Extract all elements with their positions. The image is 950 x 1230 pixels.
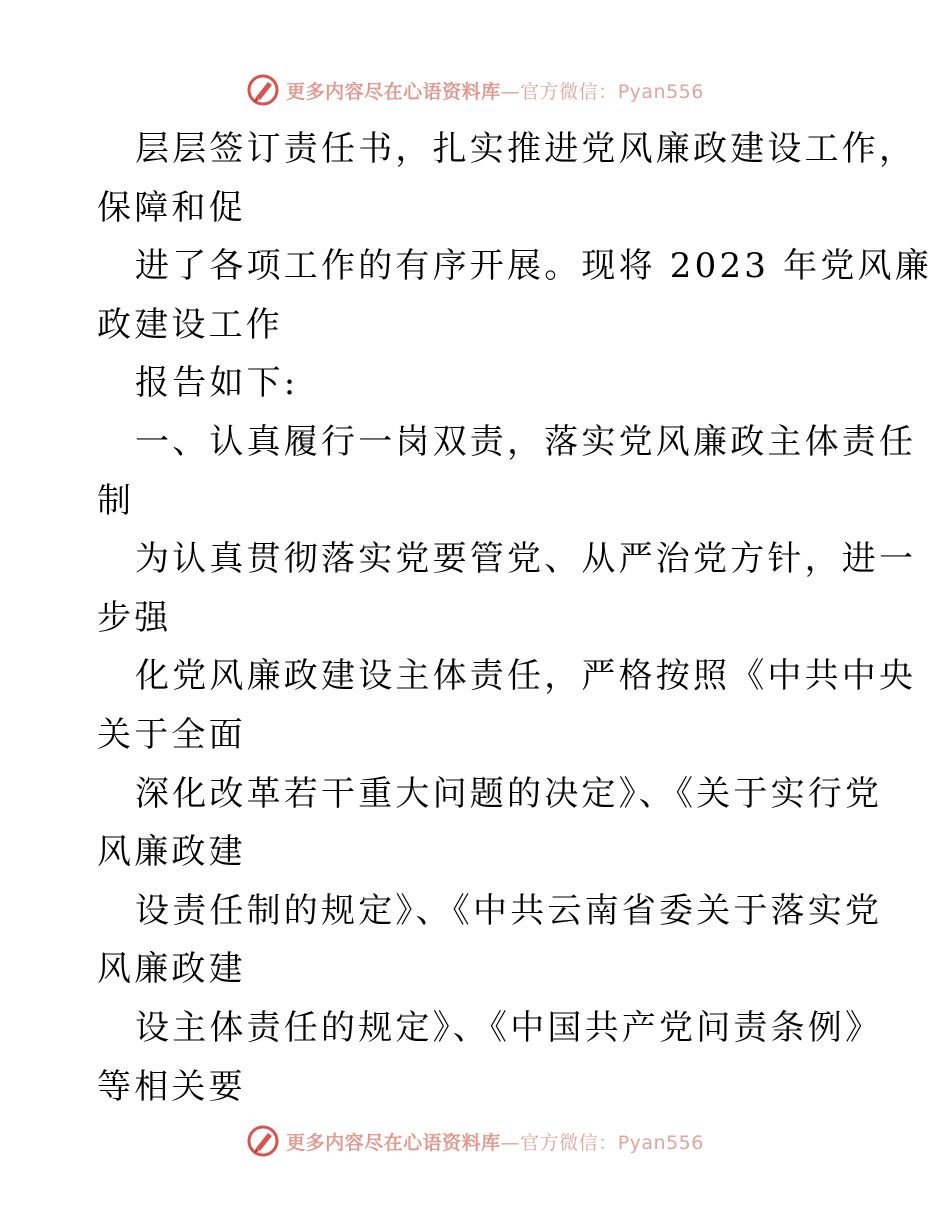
text-line: 设主体责任的规定》、《中国共产党问责条例》 — [135, 1007, 883, 1048]
watermark-official: 官方微信： — [520, 80, 618, 103]
text-line: 风廉政建 — [97, 832, 246, 873]
document-body — [97, 120, 932, 1116]
text-line: 设责任制的规定》、《中共云南省委关于落实党 — [135, 890, 883, 931]
watermark-official: 官方微信： — [520, 1131, 618, 1154]
watermark-account: Pyan556 — [617, 1131, 704, 1154]
text-line: 化党风廉政建设主体责任，严格按照《中共中央 — [135, 656, 917, 697]
watermark-account: Pyan556 — [617, 80, 704, 103]
watermark-text — [286, 1128, 704, 1155]
footer-watermark — [0, 1121, 950, 1161]
text-line: 关于全面 — [97, 714, 246, 755]
header-watermark — [0, 70, 950, 110]
text-line: 保障和促 — [97, 187, 246, 228]
watermark-brand: 更多内容尽在心语资料库 — [286, 1131, 501, 1154]
watermark-group — [246, 73, 704, 107]
text-line: 深化改革若干重大问题的决定》、《关于实行党 — [135, 773, 883, 814]
watermark-brand: 更多内容尽在心语资料库 — [286, 80, 501, 103]
text-line: 等相关要 — [97, 1066, 246, 1107]
pen-logo-icon — [246, 1124, 280, 1158]
watermark-text — [286, 77, 704, 104]
text-line: 层层签订责任书，扎实推进党风廉政建设工作， — [135, 129, 917, 169]
text-line: 进了各项工作的有序开展。现将 2023 年党风廉 — [135, 246, 932, 287]
text-line: 政建设工作 — [97, 304, 283, 345]
watermark-group — [246, 1124, 704, 1158]
section-heading: 一、认真履行一岗双责，落实党风廉政主体责任 — [135, 421, 917, 462]
text-line: 制 — [97, 480, 135, 521]
text-line: 步强 — [97, 597, 172, 638]
text-line: 报告如下: — [135, 363, 299, 404]
watermark-separator: — — [500, 1131, 521, 1154]
pen-logo-icon — [246, 73, 280, 107]
watermark-separator: — — [500, 80, 521, 103]
text-line: 风廉政建 — [97, 949, 246, 990]
text-line: 为认真贯彻落实党要管党、从严治党方针，进一 — [135, 539, 917, 580]
